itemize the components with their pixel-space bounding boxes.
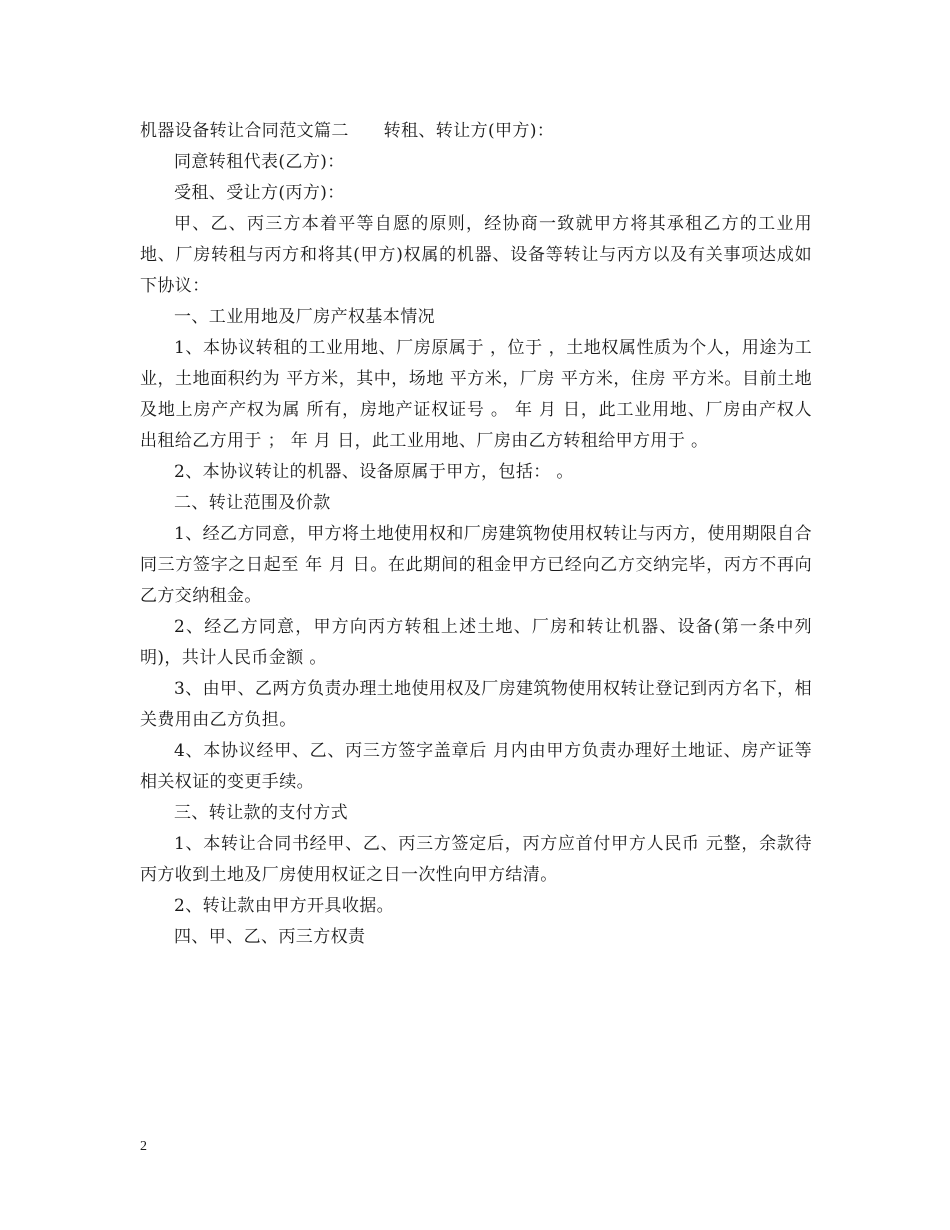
clause-1-2: 2、本协议转让的机器、设备原属于甲方，包括： 。 xyxy=(174,462,574,482)
page-number: 2 xyxy=(140,1139,147,1154)
clause-1-1: 1、本协议转租的工业用地、厂房原属于 ，位于 ，土地权属性质为个人，用途为工业，土地面积约为 平方米，其中，场地 平方米，厂房 平方米，住房 平方米。目前土地及地上房产产权为属 所有，房地产证权证号 。 年 月 日，此工业用地、厂房由产权人出租给乙方用于 ； 年 月 日，此工业用地、厂房由乙方转租给甲方用于 。 xyxy=(140,338,812,451)
section-heading-1: 一、工业用地及厂房产权基本情况 xyxy=(174,307,435,327)
clause-3-1: 1、本转让合同书经甲、乙、丙三方签定后，丙方应首付甲方人民币 元整，余款待丙方收到土地及厂房使用权证之日一次性向甲方结清。 xyxy=(140,834,812,885)
section-heading-4: 四、甲、乙、丙三方权责 xyxy=(174,927,366,947)
clause-2-1: 1、经乙方同意，甲方将土地使用权和厂房建筑物使用权转让与丙方，使用期限自合同三方签字之日起至 年 月 日。在此期间的租金甲方已经向乙方交纳完毕，丙方不再向乙方交纳租金。 xyxy=(140,524,812,606)
clause-2-4: 4、本协议经甲、乙、丙三方签字盖章后 月内由甲方负责办理好土地证、房产证等相关权证的变更手续。 xyxy=(140,741,812,792)
preamble-paragraph: 甲、乙、丙三方本着平等自愿的原则，经协商一致就甲方将其承租乙方的工业用地、厂房转租与丙方和将其(甲方)权属的机器、设备等转让与丙方以及有关事项达成如下协议： xyxy=(140,214,812,296)
party-c-line: 受租、受让方(丙方)： xyxy=(174,183,345,203)
party-b-line: 同意转租代表(乙方)： xyxy=(174,152,345,172)
section-heading-3: 三、转让款的支付方式 xyxy=(174,803,348,823)
clause-3-2: 2、转让款由甲方开具收据。 xyxy=(174,896,395,916)
section-heading-2: 二、转让范围及价款 xyxy=(174,493,331,513)
clause-2-2: 2、经乙方同意，甲方向丙方转租上述土地、厂房和转让机器、设备(第一条中列明)，共计人民币金额 。 xyxy=(140,617,812,668)
document-title-line: 机器设备转让合同范文篇二 转租、转让方(甲方)： xyxy=(140,121,555,141)
clause-2-3: 3、由甲、乙两方负责办理土地使用权及厂房建筑物使用权转让登记到丙方名下，相关费用由乙方负担。 xyxy=(140,679,812,730)
document-body xyxy=(140,116,812,953)
